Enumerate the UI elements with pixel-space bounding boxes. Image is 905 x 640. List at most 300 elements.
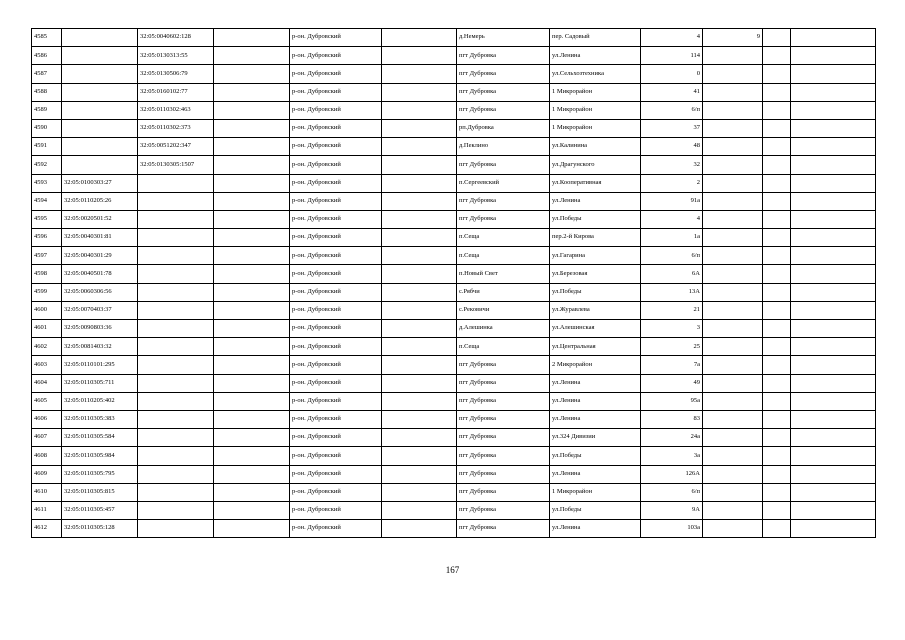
- table-row: [32, 174, 876, 192]
- cell-blank-column-a: [214, 119, 290, 137]
- cell-blank-column-a: [214, 229, 290, 247]
- cell-blank-column-d: [791, 119, 876, 137]
- cell-house-number: 41: [641, 83, 703, 101]
- cell-blank-column-a: [214, 247, 290, 265]
- cell-blank-column-c: [763, 247, 791, 265]
- cell-blank-column-c: [763, 265, 791, 283]
- cell-extra-number: [703, 301, 763, 319]
- cell-record-number: 4611: [32, 501, 62, 519]
- cell-extra-number: [703, 138, 763, 156]
- cell-extra-number: [703, 119, 763, 137]
- cell-blank-column-a: [214, 320, 290, 338]
- cell-extra-number: [703, 320, 763, 338]
- cell-blank-column-d: [791, 47, 876, 65]
- cell-blank-column-b: [382, 301, 457, 319]
- cell-blank-column-a: [214, 65, 290, 83]
- cell-street: ул.Ленина: [550, 465, 641, 483]
- cell-cadastral-number-a: [62, 101, 138, 119]
- cell-district: р-он. Дубровский: [290, 247, 382, 265]
- cell-settlement: пгт Дубровка: [457, 429, 550, 447]
- cell-house-number: 7а: [641, 356, 703, 374]
- cell-extra-number: [703, 520, 763, 538]
- table-row: [32, 210, 876, 228]
- cell-record-number: 4602: [32, 338, 62, 356]
- cell-blank-column-b: [382, 210, 457, 228]
- cell-blank-column-c: [763, 229, 791, 247]
- cell-settlement: пгт Дубровка: [457, 156, 550, 174]
- table-row: [32, 429, 876, 447]
- cell-blank-column-a: [214, 47, 290, 65]
- cell-district: р-он. Дубровский: [290, 192, 382, 210]
- cell-blank-column-b: [382, 447, 457, 465]
- cell-district: р-он. Дубровский: [290, 301, 382, 319]
- cell-street: ул.Калинина: [550, 138, 641, 156]
- cell-blank-column-d: [791, 356, 876, 374]
- cell-cadastral-number-a: [62, 119, 138, 137]
- cell-settlement: пгт Дубровка: [457, 410, 550, 428]
- cell-house-number: 91а: [641, 192, 703, 210]
- cell-settlement: д.Немерь: [457, 29, 550, 47]
- cell-house-number: 2: [641, 174, 703, 192]
- cell-blank-column-c: [763, 465, 791, 483]
- cell-record-number: 4597: [32, 247, 62, 265]
- cell-cadastral-number-a: 32:05:0040301:29: [62, 247, 138, 265]
- cell-blank-column-b: [382, 65, 457, 83]
- cell-blank-column-c: [763, 320, 791, 338]
- cell-house-number: 3: [641, 320, 703, 338]
- cell-record-number: 4598: [32, 265, 62, 283]
- cell-cadastral-number-b: [138, 301, 214, 319]
- table-row: [32, 283, 876, 301]
- cell-house-number: 126А: [641, 465, 703, 483]
- cell-blank-column-c: [763, 374, 791, 392]
- cell-street: 1 Микрорайон: [550, 83, 641, 101]
- cell-house-number: 21: [641, 301, 703, 319]
- table-row: [32, 156, 876, 174]
- cell-record-number: 4599: [32, 283, 62, 301]
- cell-blank-column-c: [763, 29, 791, 47]
- cell-cadastral-number-a: [62, 47, 138, 65]
- cell-street: ул.Победы: [550, 283, 641, 301]
- cell-district: р-он. Дубровский: [290, 138, 382, 156]
- cell-record-number: 4592: [32, 156, 62, 174]
- cell-record-number: 4601: [32, 320, 62, 338]
- cell-blank-column-d: [791, 320, 876, 338]
- cell-district: р-он. Дубровский: [290, 265, 382, 283]
- cell-settlement: пгт Дубровка: [457, 65, 550, 83]
- cell-cadastral-number-a: 32:05:0040301:81: [62, 229, 138, 247]
- cell-cadastral-number-b: [138, 210, 214, 228]
- cell-district: р-он. Дубровский: [290, 101, 382, 119]
- table-row: [32, 65, 876, 83]
- cell-extra-number: [703, 356, 763, 374]
- cell-street: ул.Ленина: [550, 520, 641, 538]
- cell-district: р-он. Дубровский: [290, 229, 382, 247]
- cell-cadastral-number-b: [138, 483, 214, 501]
- cell-street: ул.Победы: [550, 447, 641, 465]
- cell-cadastral-number-b: [138, 320, 214, 338]
- cell-extra-number: [703, 174, 763, 192]
- cell-street: ул.Драгунского: [550, 156, 641, 174]
- cell-cadastral-number-b: 32:05:0130313:55: [138, 47, 214, 65]
- cell-district: р-он. Дубровский: [290, 320, 382, 338]
- cell-cadastral-number-a: 32:05:0081403:32: [62, 338, 138, 356]
- cell-extra-number: [703, 374, 763, 392]
- cell-blank-column-c: [763, 210, 791, 228]
- cell-district: р-он. Дубровский: [290, 47, 382, 65]
- table-row: [32, 47, 876, 65]
- cell-settlement: п.Сеща: [457, 229, 550, 247]
- cell-cadastral-number-a: [62, 83, 138, 101]
- cell-blank-column-b: [382, 429, 457, 447]
- cell-record-number: 4609: [32, 465, 62, 483]
- cell-street: ул.Алешинская: [550, 320, 641, 338]
- cell-settlement: пгт Дубровка: [457, 501, 550, 519]
- cell-cadastral-number-b: [138, 356, 214, 374]
- cell-record-number: 4590: [32, 119, 62, 137]
- cell-extra-number: [703, 83, 763, 101]
- cell-blank-column-c: [763, 174, 791, 192]
- cell-cadastral-number-b: [138, 229, 214, 247]
- cell-cadastral-number-b: [138, 520, 214, 538]
- cell-blank-column-d: [791, 192, 876, 210]
- cell-district: р-он. Дубровский: [290, 374, 382, 392]
- table-row: [32, 356, 876, 374]
- registry-table: [31, 28, 876, 538]
- table-row: [32, 192, 876, 210]
- cell-record-number: 4608: [32, 447, 62, 465]
- cell-house-number: 0: [641, 65, 703, 83]
- cell-blank-column-d: [791, 392, 876, 410]
- cell-street: ул.Ленина: [550, 47, 641, 65]
- cell-blank-column-a: [214, 392, 290, 410]
- cell-street: ул.Сельхозтехника: [550, 65, 641, 83]
- table-row: [32, 247, 876, 265]
- table-row: [32, 83, 876, 101]
- cell-blank-column-d: [791, 156, 876, 174]
- cell-record-number: 4595: [32, 210, 62, 228]
- cell-cadastral-number-b: [138, 192, 214, 210]
- cell-street: 1 Микрорайон: [550, 119, 641, 137]
- cell-cadastral-number-b: 32:05:0130506:79: [138, 65, 214, 83]
- cell-blank-column-b: [382, 138, 457, 156]
- cell-settlement: пгт Дубровка: [457, 465, 550, 483]
- cell-district: р-он. Дубровский: [290, 410, 382, 428]
- cell-cadastral-number-b: [138, 410, 214, 428]
- cell-district: р-он. Дубровский: [290, 465, 382, 483]
- cell-cadastral-number-a: 32:05:0110305:711: [62, 374, 138, 392]
- cell-blank-column-b: [382, 192, 457, 210]
- cell-cadastral-number-a: 32:05:0110205:402: [62, 392, 138, 410]
- cell-district: р-он. Дубровский: [290, 356, 382, 374]
- cell-blank-column-b: [382, 83, 457, 101]
- table-row: [32, 392, 876, 410]
- cell-district: р-он. Дубровский: [290, 429, 382, 447]
- cell-blank-column-b: [382, 229, 457, 247]
- cell-house-number: 103а: [641, 520, 703, 538]
- cell-blank-column-a: [214, 465, 290, 483]
- cell-settlement: пгт Дубровка: [457, 101, 550, 119]
- cell-cadastral-number-b: [138, 247, 214, 265]
- cell-district: р-он. Дубровский: [290, 83, 382, 101]
- cell-blank-column-a: [214, 83, 290, 101]
- cell-extra-number: [703, 465, 763, 483]
- cell-district: р-он. Дубровский: [290, 392, 382, 410]
- cell-settlement: д.Алешинка: [457, 320, 550, 338]
- cell-extra-number: [703, 338, 763, 356]
- cell-settlement: с.Рябчи: [457, 283, 550, 301]
- cell-house-number: 25: [641, 338, 703, 356]
- cell-extra-number: [703, 501, 763, 519]
- cell-district: р-он. Дубровский: [290, 29, 382, 47]
- cell-cadastral-number-b: [138, 338, 214, 356]
- cell-cadastral-number-a: 32:05:0110101:295: [62, 356, 138, 374]
- table-row: [32, 374, 876, 392]
- cell-blank-column-c: [763, 138, 791, 156]
- cell-cadastral-number-a: 32:05:0060306:56: [62, 283, 138, 301]
- cell-blank-column-c: [763, 192, 791, 210]
- cell-cadastral-number-b: 32:05:0110302:373: [138, 119, 214, 137]
- cell-blank-column-d: [791, 410, 876, 428]
- cell-district: р-он. Дубровский: [290, 156, 382, 174]
- cell-blank-column-c: [763, 156, 791, 174]
- cell-street: пер. Садовый: [550, 29, 641, 47]
- cell-blank-column-a: [214, 174, 290, 192]
- cell-blank-column-d: [791, 265, 876, 283]
- cell-extra-number: [703, 410, 763, 428]
- cell-house-number: 48: [641, 138, 703, 156]
- cell-blank-column-b: [382, 265, 457, 283]
- cell-blank-column-b: [382, 338, 457, 356]
- cell-blank-column-c: [763, 447, 791, 465]
- cell-blank-column-d: [791, 429, 876, 447]
- cell-blank-column-a: [214, 29, 290, 47]
- cell-blank-column-b: [382, 356, 457, 374]
- cell-cadastral-number-a: 32:05:0110305:584: [62, 429, 138, 447]
- cell-cadastral-number-b: 32:05:0051202:347: [138, 138, 214, 156]
- cell-blank-column-c: [763, 101, 791, 119]
- cell-cadastral-number-a: 32:05:0040501:78: [62, 265, 138, 283]
- table-row: [32, 138, 876, 156]
- cell-blank-column-b: [382, 320, 457, 338]
- cell-house-number: 37: [641, 119, 703, 137]
- cell-cadastral-number-a: 32:05:0110305:795: [62, 465, 138, 483]
- cell-district: р-он. Дубровский: [290, 65, 382, 83]
- cell-settlement: п.Сеща: [457, 247, 550, 265]
- registry-table-body: [32, 29, 876, 538]
- cell-record-number: 4588: [32, 83, 62, 101]
- cell-blank-column-d: [791, 520, 876, 538]
- cell-blank-column-c: [763, 410, 791, 428]
- cell-cadastral-number-a: 32:05:0070403:37: [62, 301, 138, 319]
- cell-extra-number: [703, 247, 763, 265]
- cell-house-number: 114: [641, 47, 703, 65]
- cell-extra-number: [703, 265, 763, 283]
- cell-blank-column-b: [382, 174, 457, 192]
- cell-street: ул.Березовая: [550, 265, 641, 283]
- cell-blank-column-a: [214, 101, 290, 119]
- cell-blank-column-a: [214, 374, 290, 392]
- table-row: [32, 265, 876, 283]
- cell-cadastral-number-a: 32:05:0110305:457: [62, 501, 138, 519]
- cell-street: ул.Ленина: [550, 374, 641, 392]
- cell-record-number: 4607: [32, 429, 62, 447]
- cell-settlement: п.Новый Свет: [457, 265, 550, 283]
- table-row: [32, 447, 876, 465]
- cell-record-number: 4587: [32, 65, 62, 83]
- cell-blank-column-d: [791, 483, 876, 501]
- cell-house-number: 6/п: [641, 101, 703, 119]
- cell-blank-column-a: [214, 483, 290, 501]
- cell-cadastral-number-a: [62, 29, 138, 47]
- cell-cadastral-number-a: [62, 156, 138, 174]
- cell-blank-column-b: [382, 374, 457, 392]
- cell-cadastral-number-b: [138, 174, 214, 192]
- cell-record-number: 4600: [32, 301, 62, 319]
- cell-blank-column-b: [382, 501, 457, 519]
- cell-cadastral-number-b: [138, 374, 214, 392]
- cell-blank-column-b: [382, 119, 457, 137]
- cell-record-number: 4606: [32, 410, 62, 428]
- cell-house-number: 32: [641, 156, 703, 174]
- cell-district: р-он. Дубровский: [290, 283, 382, 301]
- cell-extra-number: [703, 192, 763, 210]
- cell-settlement: п.Сергеевский: [457, 174, 550, 192]
- cell-blank-column-b: [382, 410, 457, 428]
- cell-blank-column-a: [214, 447, 290, 465]
- cell-blank-column-a: [214, 429, 290, 447]
- table-row: [32, 501, 876, 519]
- cell-street: ул.Победы: [550, 210, 641, 228]
- cell-district: р-он. Дубровский: [290, 520, 382, 538]
- cell-extra-number: [703, 65, 763, 83]
- table-row: [32, 483, 876, 501]
- cell-blank-column-d: [791, 283, 876, 301]
- cell-blank-column-d: [791, 374, 876, 392]
- cell-extra-number: [703, 483, 763, 501]
- cell-record-number: 4603: [32, 356, 62, 374]
- cell-house-number: 24а: [641, 429, 703, 447]
- cell-blank-column-c: [763, 392, 791, 410]
- cell-house-number: 13А: [641, 283, 703, 301]
- cell-cadastral-number-a: 32:05:0020501:52: [62, 210, 138, 228]
- cell-settlement: п.Сеща: [457, 338, 550, 356]
- cell-house-number: 6А: [641, 265, 703, 283]
- cell-street: ул.Победы: [550, 501, 641, 519]
- cell-extra-number: [703, 210, 763, 228]
- table-row: [32, 229, 876, 247]
- cell-extra-number: [703, 156, 763, 174]
- cell-street: ул.324 Дивизии: [550, 429, 641, 447]
- cell-house-number: 9А: [641, 501, 703, 519]
- cell-blank-column-c: [763, 47, 791, 65]
- cell-cadastral-number-b: [138, 447, 214, 465]
- cell-settlement: д.Пеклино: [457, 138, 550, 156]
- cell-blank-column-c: [763, 429, 791, 447]
- cell-blank-column-d: [791, 174, 876, 192]
- cell-blank-column-b: [382, 283, 457, 301]
- cell-extra-number: 9: [703, 29, 763, 47]
- cell-blank-column-c: [763, 483, 791, 501]
- cell-blank-column-d: [791, 210, 876, 228]
- cell-blank-column-c: [763, 119, 791, 137]
- cell-blank-column-c: [763, 283, 791, 301]
- cell-cadastral-number-a: 32:05:0110305:128: [62, 520, 138, 538]
- cell-cadastral-number-b: [138, 501, 214, 519]
- cell-blank-column-d: [791, 29, 876, 47]
- cell-blank-column-d: [791, 501, 876, 519]
- table-row: [32, 301, 876, 319]
- cell-street: ул.Центральная: [550, 338, 641, 356]
- cell-district: р-он. Дубровский: [290, 501, 382, 519]
- table-row: [32, 320, 876, 338]
- cell-blank-column-d: [791, 83, 876, 101]
- cell-cadastral-number-b: [138, 392, 214, 410]
- cell-settlement: пгт Дубровка: [457, 192, 550, 210]
- cell-blank-column-c: [763, 501, 791, 519]
- cell-blank-column-b: [382, 247, 457, 265]
- cell-blank-column-d: [791, 301, 876, 319]
- cell-street: ул.Гагарина: [550, 247, 641, 265]
- cell-cadastral-number-a: 32:05:0110305:815: [62, 483, 138, 501]
- cell-cadastral-number-a: [62, 138, 138, 156]
- cell-settlement: пгт Дубровка: [457, 83, 550, 101]
- cell-blank-column-b: [382, 465, 457, 483]
- cell-extra-number: [703, 47, 763, 65]
- cell-blank-column-b: [382, 101, 457, 119]
- cell-blank-column-b: [382, 156, 457, 174]
- cell-settlement: пгт Дубровка: [457, 356, 550, 374]
- cell-record-number: 4589: [32, 101, 62, 119]
- table-row: [32, 520, 876, 538]
- cell-settlement: пгт Дубровка: [457, 374, 550, 392]
- page-number: 167: [445, 565, 460, 575]
- cell-house-number: 6/п: [641, 247, 703, 265]
- table-row: [32, 101, 876, 119]
- cell-blank-column-c: [763, 338, 791, 356]
- cell-house-number: 83: [641, 410, 703, 428]
- cell-blank-column-a: [214, 520, 290, 538]
- cell-cadastral-number-a: [62, 65, 138, 83]
- cell-blank-column-d: [791, 229, 876, 247]
- cell-extra-number: [703, 229, 763, 247]
- cell-house-number: 4: [641, 29, 703, 47]
- cell-district: р-он. Дубровский: [290, 338, 382, 356]
- cell-street: ул.Ленина: [550, 410, 641, 428]
- cell-blank-column-a: [214, 138, 290, 156]
- table-row: [32, 410, 876, 428]
- cell-street: 2 Микрорайон: [550, 356, 641, 374]
- cell-record-number: 4612: [32, 520, 62, 538]
- cell-record-number: 4610: [32, 483, 62, 501]
- cell-cadastral-number-b: 32:05:0110302:463: [138, 101, 214, 119]
- cell-record-number: 4594: [32, 192, 62, 210]
- cell-blank-column-c: [763, 356, 791, 374]
- cell-record-number: 4604: [32, 374, 62, 392]
- cell-street: пер.2-й Кирова: [550, 229, 641, 247]
- cell-record-number: 4591: [32, 138, 62, 156]
- cell-street: 1 Микрорайон: [550, 101, 641, 119]
- table-row: [32, 29, 876, 47]
- cell-house-number: 3а: [641, 447, 703, 465]
- cell-cadastral-number-a: 32:05:0110305:383: [62, 410, 138, 428]
- cell-settlement: пгт Дубровка: [457, 210, 550, 228]
- cell-district: р-он. Дубровский: [290, 174, 382, 192]
- cell-blank-column-b: [382, 483, 457, 501]
- cell-blank-column-d: [791, 465, 876, 483]
- cell-cadastral-number-a: 32:05:0090803:36: [62, 320, 138, 338]
- cell-blank-column-b: [382, 520, 457, 538]
